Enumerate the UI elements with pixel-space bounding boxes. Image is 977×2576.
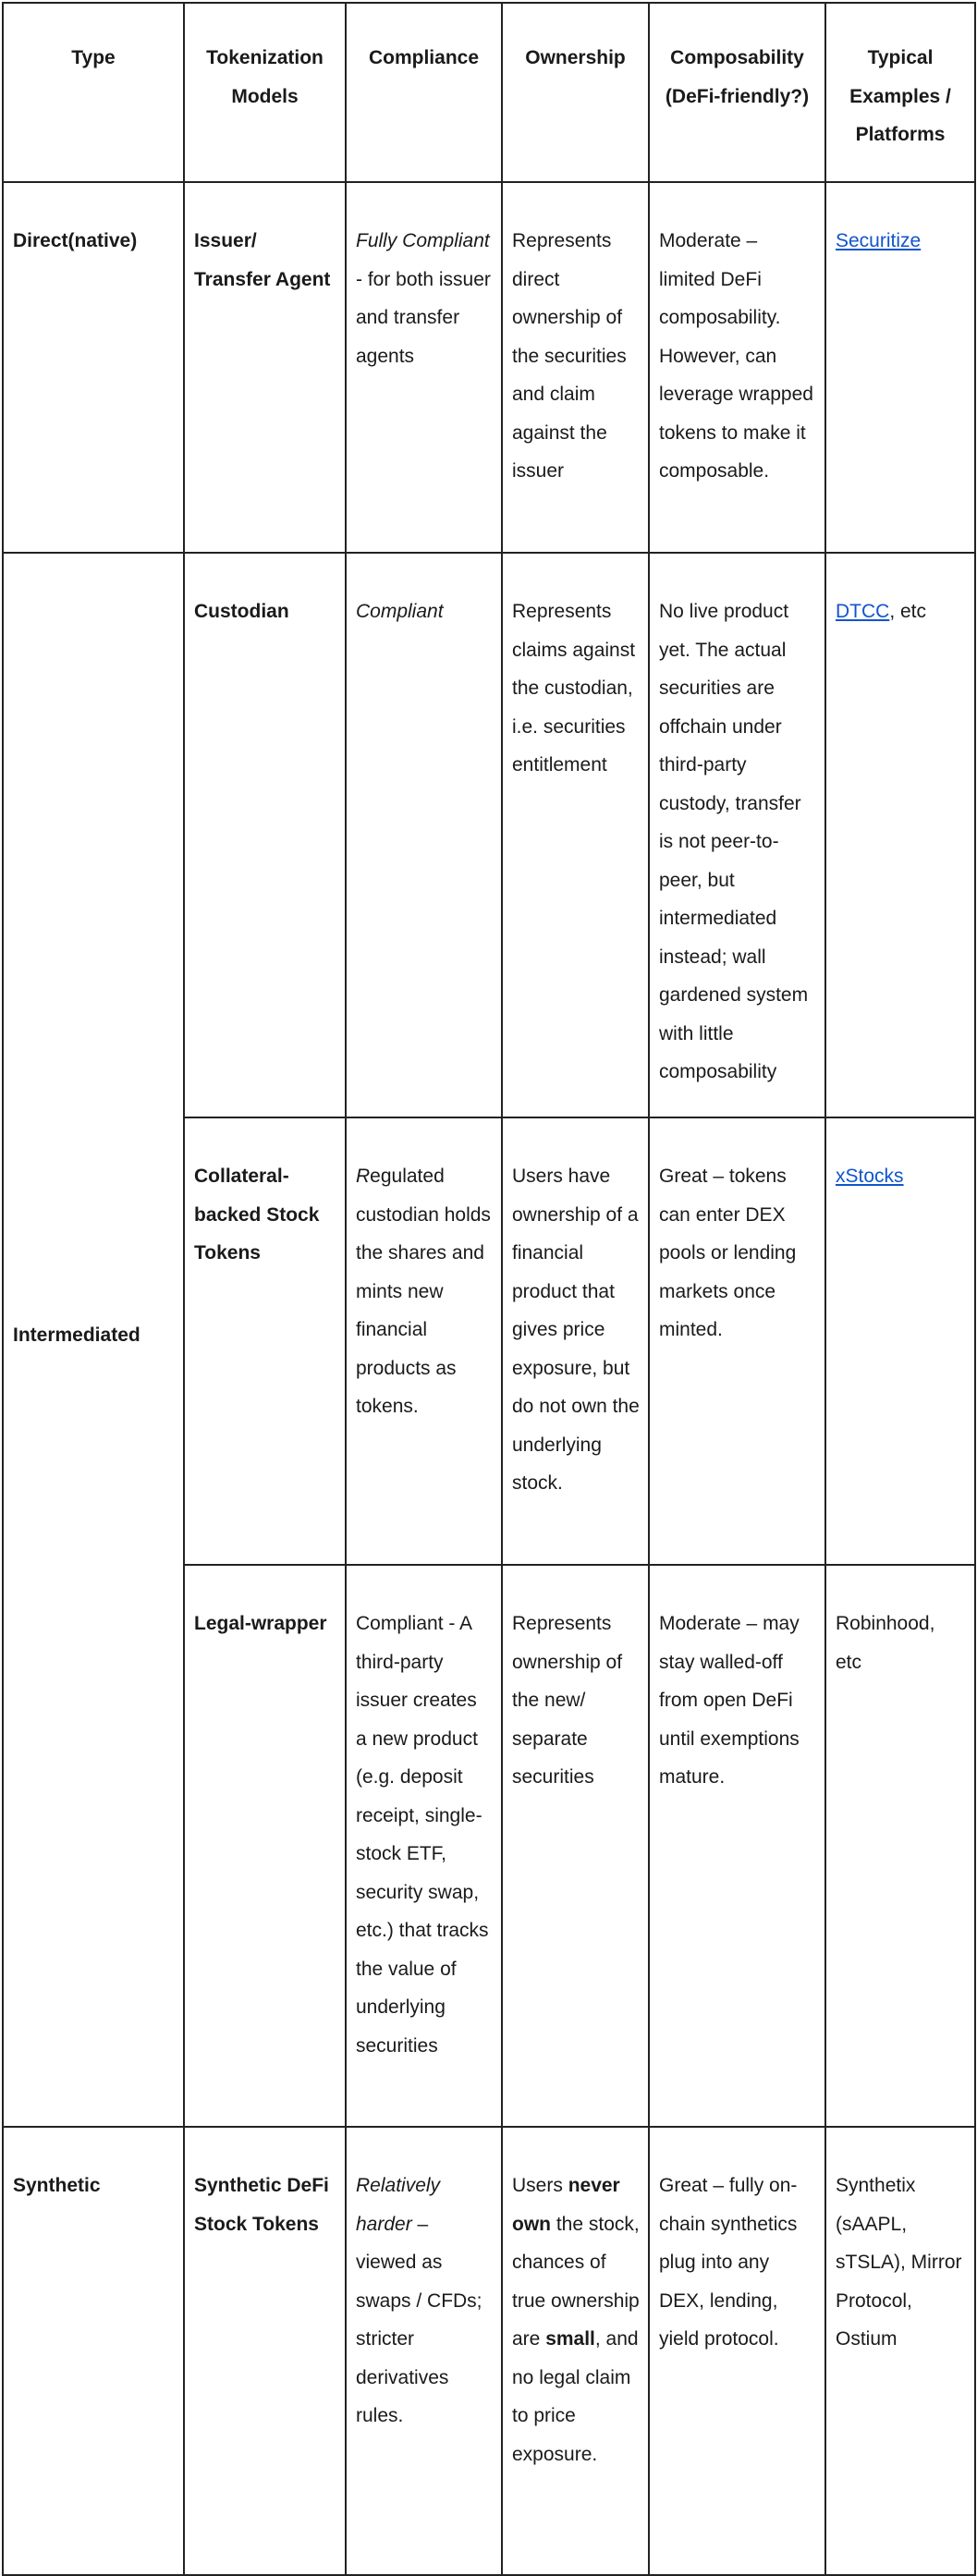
ownership-cell: Users have ownership of a financial product that gives price exposure, but do not own the underlying stock.: [502, 1117, 649, 1565]
examples-cell: [825, 182, 975, 553]
table-row: [3, 2127, 975, 2575]
examples-text: , etc: [889, 601, 927, 622]
examples-cell: [825, 1117, 975, 1565]
examples-cell: Synthetix (sAAPL, sTSLA), Mirror Protocol, Ostium: [825, 2127, 975, 2575]
compliance-emphasis: Fully Compliant: [356, 230, 490, 251]
type-cell-intermediated: Intermediated: [3, 553, 184, 2127]
ownership-cell: Represents claims against the custodian, i.e. securities entitlement: [502, 553, 649, 1117]
model-cell: Issuer/ Transfer Agent: [184, 182, 346, 553]
dtcc-link[interactable]: DTCC: [836, 601, 890, 622]
composability-cell: Moderate – limited DeFi composability. However, can leverage wrapped tokens to make it composable.: [649, 182, 825, 553]
compliance-emphasis: Relatively harder: [356, 2175, 441, 2235]
header-row: [3, 3, 975, 182]
ownership-text: Users: [512, 2175, 568, 2196]
compliance-emphasis: R: [356, 1166, 371, 1187]
compliance-cell: [346, 2127, 502, 2575]
model-cell: Legal-wrapper: [184, 1565, 346, 2127]
ownership-emphasis: never own: [512, 2175, 620, 2235]
composability-cell: Great – fully on-chain synthetics plug into any DEX, lending, yield protocol.: [649, 2127, 825, 2575]
header-composability: Composability (DeFi-friendly?): [649, 3, 825, 182]
model-cell: Custodian: [184, 553, 346, 1117]
compliance-cell: [346, 1117, 502, 1565]
header-models: Tokenization Models: [184, 3, 346, 182]
table-row: [3, 182, 975, 553]
compliance-text: egulated custodian holds the shares and mints new financial products as tokens.: [356, 1166, 491, 1417]
ownership-cell: Represents ownership of the new/ separate securities: [502, 1565, 649, 2127]
ownership-text: the stock, chances of true ownership are: [512, 2213, 640, 2350]
composability-cell: No live product yet. The actual securities are offchain under third-party custody, transfer is not peer-to-peer, but intermediated instead; wall gardened system with little composability: [649, 553, 825, 1117]
compliance-cell: [346, 182, 502, 553]
header-ownership: Ownership: [502, 3, 649, 182]
composability-cell: Moderate – may stay walled-off from open DeFi until exemptions mature.: [649, 1565, 825, 2127]
type-cell-direct: Direct(native): [3, 182, 184, 553]
compliance-emphasis: Compliant: [356, 601, 444, 622]
compliance-cell: Compliant - A third-party issuer creates a new product (e.g. deposit receipt, single-stock ETF, security swap, etc.) that tracks the value of underlying securities: [346, 1565, 502, 2127]
ownership-emphasis: small: [545, 2328, 595, 2350]
table-row: [3, 553, 975, 1117]
model-cell: Collateral-backed Stock Tokens: [184, 1117, 346, 1565]
tokenization-table: [2, 2, 976, 2576]
compliance-text: – viewed as swaps / CFDs; stricter derivatives rules.: [356, 2213, 482, 2426]
compliance-cell: [346, 553, 502, 1117]
ownership-cell: Represents direct ownership of the securities and claim against the issuer: [502, 182, 649, 553]
examples-cell: [825, 553, 975, 1117]
type-cell-synthetic: Synthetic: [3, 2127, 184, 2575]
compliance-text: - for both issuer and transfer agents: [356, 268, 491, 367]
ownership-text: , and no legal claim to price exposure.: [512, 2328, 639, 2465]
xstocks-link[interactable]: xStocks: [836, 1166, 904, 1187]
header-type: Type: [3, 3, 184, 182]
ownership-cell: [502, 2127, 649, 2575]
model-cell: Synthetic DeFi Stock Tokens: [184, 2127, 346, 2575]
composability-cell: Great – tokens can enter DEX pools or lending markets once minted.: [649, 1117, 825, 1565]
header-compliance: Compliance: [346, 3, 502, 182]
securitize-link[interactable]: Securitize: [836, 230, 922, 251]
examples-cell: Robinhood, etc: [825, 1565, 975, 2127]
header-examples: Typical Examples / Platforms: [825, 3, 975, 182]
